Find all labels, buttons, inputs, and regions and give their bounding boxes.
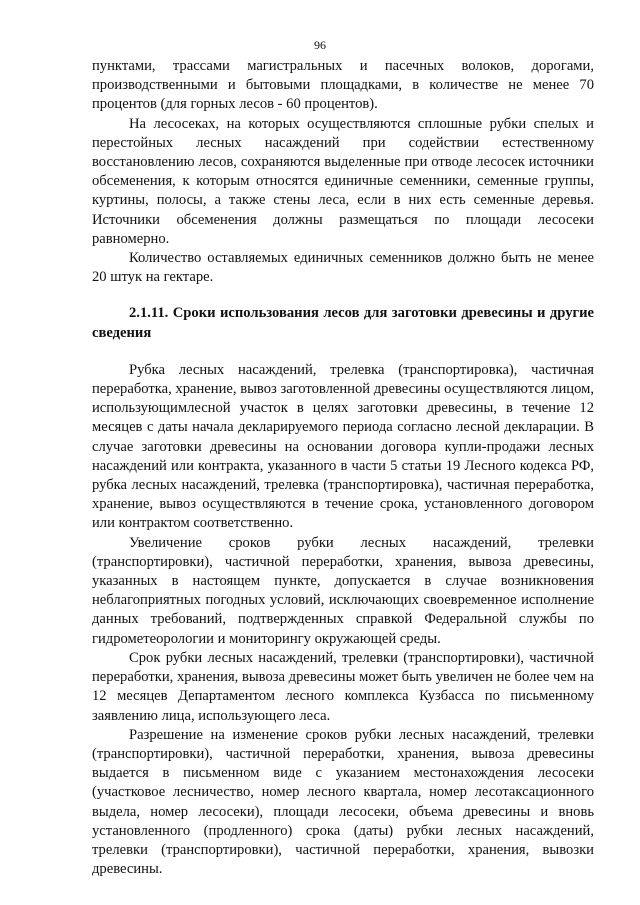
- document-body: [92, 57, 594, 879]
- paragraph-term-extension-conditions: Увеличение сроков рубки лесных насаждений, трелевки (транспортировки), частичной переработки, хранения, вывоза древесины, указанных в настоящем пункте, допускается в случае возникновения неблагоприятных погодных условий, исключающих своевременное исполнение данных требований, подтвержденных справкой Федеральной службы по гидрометеорологии и мониторингу окружающей среды.: [92, 534, 594, 647]
- paragraph-harvest-terms: Рубка лесных насаждений, трелевка (транспортировка), частичная переработка, хранение, вывоз заготовленной древесины осуществляются лицом, использующимлесной участок в целях заготовки древесины, в течение 12 месяцев с даты начала декларируемого периода согласно лесной декларации. В случае заготовки древесины на основании договора купли-продажи лесных насаждений или контракта, указанного в части 5 статьи 19 Лесного кодекса РФ, рубка лесных насаждений, трелевка (транспортировка), частичная переработка, хранение, вывоз осуществляются в течение срока, установленного договором или контрактом соответственно.: [92, 361, 594, 532]
- paragraph-continuation: пунктами, трассами магистральных и пасечных волоков, дорогами, производственными и бытовыми площадками, в количестве не менее 70 процентов (для горных лесов - 60 процентов).: [92, 58, 594, 113]
- paragraph-seed-trees-count: Количество оставляемых единичных семенников должно быть не менее 20 штук на гектаре.: [92, 250, 594, 286]
- paragraph-term-extension-limit: Срок рубки лесных насаждений, трелевки (транспортировки), частичной переработки, хранения, вывоза древесины может быть увеличен не более чем на 12 месяцев Департаментом лесного комплекса Кузбасса по письменному заявлению лица, использующего леса.: [92, 649, 594, 724]
- section-heading: 2.1.11. Сроки использования лесов для заготовки древесины и другие сведения: [92, 305, 594, 341]
- section-spacer: [92, 343, 594, 361]
- page-number: 96: [314, 38, 326, 52]
- paragraph-seed-sources: На лесосеках, на которых осуществляются сплошные рубки спелых и перестойных лесных насаждений при содействии естественному восстановлению лесов, сохраняются выделенные при отводе лесосек источники обсеменения, к которым относятся единичные семенники, семенные группы, куртины, полосы, а также стены леса, если в них есть семенные деревья. Источники обсеменения должны размещаться по площади лесосеки равномерно.: [92, 115, 594, 247]
- paragraph-term-change-permission: Разрешение на изменение сроков рубки лесных насаждений, трелевки (транспортировки), частичной переработки, хранения, вывоза древесины выдается в письменном виде с указанием местонахождения лесосеки (участковое лесничество, номер лесного квартала, номер лесотаксационного выдела, номер лесосеки), площади лесосеки, объема древесины и вновь установленного (продленного) срока (даты) рубки лесных насаждений, трелевки (транспортировки), частичной переработки, хранения, вывозки древесины.: [92, 726, 594, 878]
